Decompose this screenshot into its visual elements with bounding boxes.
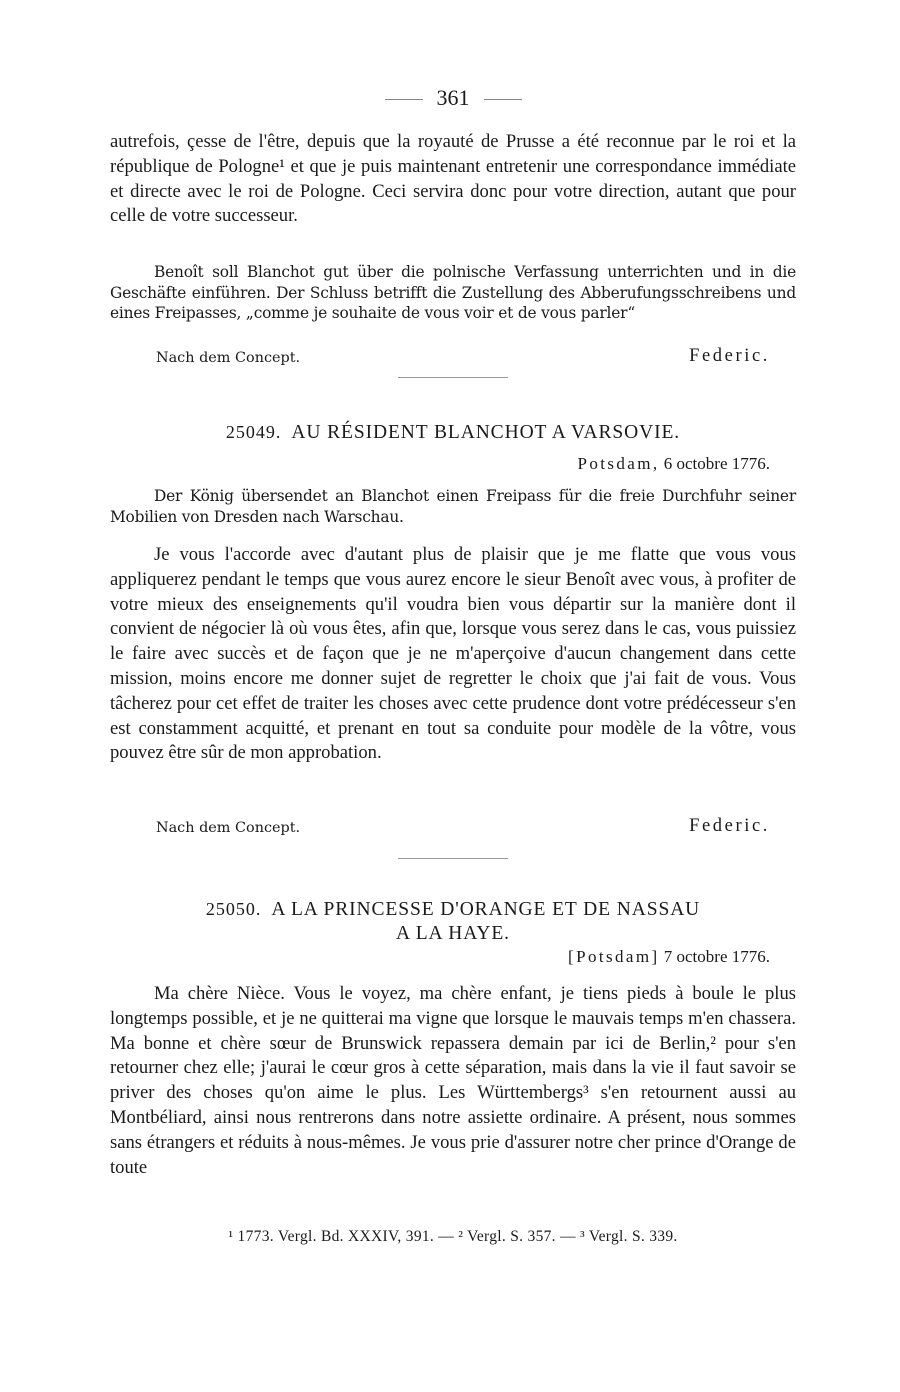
letter-body-block xyxy=(110,543,796,766)
continuation-signature-row xyxy=(110,346,796,372)
letter-body: Ma chère Nièce. Vous le voyez, ma chère enfant, je tiens pieds à boule le plus longtemps possible, et je ne quitterai ma vigne que lorsque le mauvais temps m'en chassera. Ma bonne et chère sœur de Brunswick repassera demain par ici de Berlin,² pour s'en retourner chez elle; j'aurai le cœur gros à cette séparation, mais dans la vie il faut savoir se priver des choses qu'on aime le plus. Les Württembergs³ s'en retournent aussi au Montbéliard, ainsi nous rentrerons dans notre assiette ordinaire. A présent, nous sommes sans étrangers et réduits à nous-mêmes. Je vous prie d'assurer notre cher prince d'Orange de toute xyxy=(110,983,796,1178)
signature: Federic. xyxy=(689,346,770,366)
letter-title-line2: A LA HAYE. xyxy=(396,923,510,944)
separator-rule xyxy=(110,377,796,378)
letter-signature-row xyxy=(110,816,796,842)
footnotes: ¹ 1773. Vergl. Bd. XXXIV, 391. — ² Vergl. S. 357. — ³ Vergl. S. 339. xyxy=(228,1228,678,1245)
letter-body: Je vous l'accorde avec d'autant plus de plaisir que je me flatte que vous vous appliquerez pendant le temps que vous aurez encore le sieur Benoît avec vous, à profiter de votre mieux des enseignements qu'il voudra bien vous départir sur la manière dont il convient de négocier là où vous êtes, afin que, lorsque vous serez dans le cas, vous puissiez le faire avec succès et de façon que je ne m'aperçoive d'aucun changement dans cette mission, moins encore me donner sujet de regretter le choix que j'ai fait de vous. Vous tâcherez pour cet effet de traiter les choses avec cette prudence dont votre prédécesseur s'en est constamment acquitté, et prenant en tout sa conduite pour modèle de la vôtre, vous pouvez être sûr de mon approbation. xyxy=(110,544,796,764)
dateline xyxy=(110,947,796,967)
dateline xyxy=(110,454,796,474)
letter-number: 25049. xyxy=(225,422,282,442)
letter-body-block xyxy=(110,982,796,1180)
letter-summary-block xyxy=(110,486,796,527)
divider xyxy=(385,99,423,100)
continuation-block xyxy=(110,130,796,229)
divider xyxy=(484,99,522,100)
dateline-date: 6 octobre 1776. xyxy=(663,454,770,473)
letter-title: AU RÉSIDENT BLANCHOT A VARSOVIE. xyxy=(291,422,681,443)
source-note: Nach dem Concept. xyxy=(156,350,301,366)
page-number: 361 xyxy=(110,85,796,111)
source-note: Nach dem Concept. xyxy=(156,820,301,836)
letter-summary: Der König übersendet an Blanchot einen Freipass für die freie Durchfuhr seiner Mobilien von Dresden nach Warschau. xyxy=(110,487,796,526)
separator-rule xyxy=(110,858,796,859)
letter-body: autrefois, çesse de l'être, depuis que la royauté de Prusse a été reconnue par le roi et la république de Pologne¹ et que je puis maintenant entretenir une correspondance immédiate et directe avec le roi de Pologne. Ceci servira donc pour votre direction, autant que pour celle de votre successeur. xyxy=(110,131,796,227)
dateline-place: [Potsdam] xyxy=(568,947,660,966)
letter-number: 25050. xyxy=(205,899,262,919)
signature: Federic. xyxy=(689,816,770,836)
letter-heading xyxy=(110,897,796,946)
letter-summary: Benoît soll Blanchot gut über die polnische Verfassung unterrichten und in die Geschäfte einführen. Der Schluss betrifft die Zustellung des Abberufungsschreibens und eines Freipasses, „comme je souhaite de vous voir et de vous parler“ xyxy=(110,263,796,322)
continuation-summary-block xyxy=(110,262,796,324)
letter-title: A LA PRINCESSE D'ORANGE ET DE NASSAU xyxy=(271,899,701,920)
dateline-date: 7 octobre 1776. xyxy=(663,947,770,966)
dateline-place: Potsdam, xyxy=(577,454,660,473)
letter-heading xyxy=(110,420,796,445)
